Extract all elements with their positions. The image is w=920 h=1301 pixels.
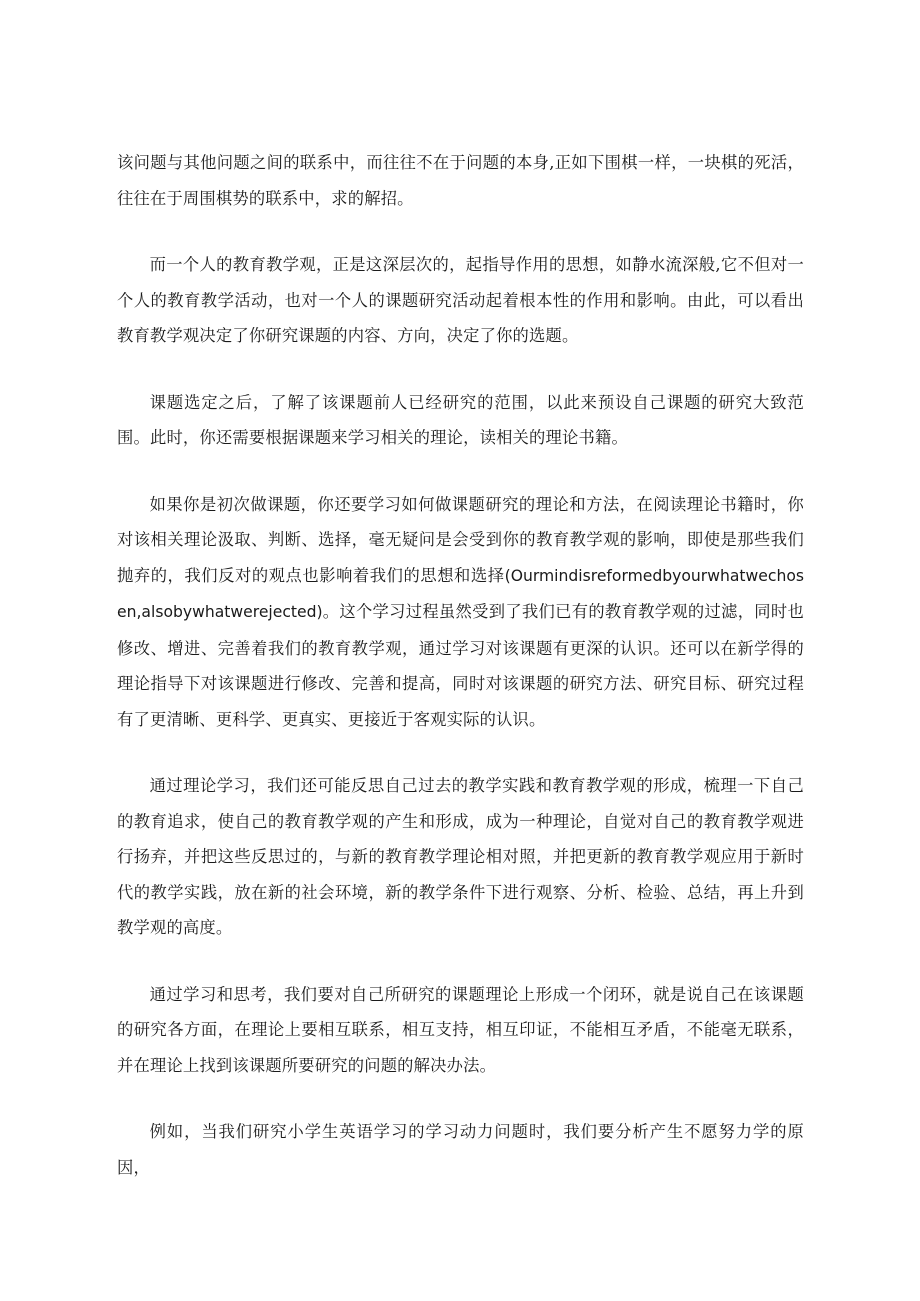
paragraph-4-english-quote: (Ourmindisreformedbyourwhatwechosen,alsobywhatwerejected) (117, 566, 804, 621)
paragraph-4-text-before: 如果你是初次做课题，你还要学习如何做课题研究的理论和方法，在阅读理论书籍时，你对该相关理论汲取、判断、选择，毫无疑问是会受到你的教育教学观的影响，即使是那些我们抛弃的，我们反对的观点也影响着我们的思想和选择 (117, 494, 804, 585)
paragraph-6: 通过学习和思考，我们要对自己所研究的课题理论上形成一个闭环，就是说自己在该课题的研究各方面，在理论上要相互联系，相互支持，相互印证，不能相互矛盾，不能毫无联系，并在理论上找到该课题所要研究的问题的解决办法。 (117, 984, 804, 1075)
paragraph-4 (117, 487, 804, 738)
paragraph-7: 例如，当我们研究小学生英语学习的学习动力问题时，我们要分析产生不愿努力学的原因， (117, 1122, 804, 1177)
document-page (117, 145, 804, 1216)
paragraph-5: 通过理论学习，我们还可能反思自己过去的教学实践和教育教学观的形成，梳理一下自己的教育追求，使自己的教育教学观的产生和形成，成为一种理论，自觉对自己的教育教学观进行扬弃，并把这些反思过的，与新的教育教学理论相对照，并把更新的教育教学观应用于新时代的教学实践，放在新的社会环境，新的教学条件下进行观察、分析、检验、总结，再上升到教学观的高度。 (117, 776, 804, 937)
paragraph-3: 课题选定之后，了解了该课题前人已经研究的范围，以此来预设自己课题的研究大致范围。此时，你还需要根据课题来学习相关的理论，读相关的理论书籍。 (117, 392, 804, 447)
paragraph-4-text-after: 。这个学习过程虽然受到了我们已有的教育教学观的过滤，同时也修改、增进、完善着我们的教育教学观，通过学习对该课题有更深的认识。还可以在新学得的理论指导下对该课题进行修改、完善和提高，同时对该课题的研究方法、研究目标、研究过程有了更清晰、更科学、更真实、更接近于客观实际的认识。 (117, 602, 804, 729)
paragraph-1: 该问题与其他问题之间的联系中，而往往不在于问题的本身,正如下围棋一样，一块棋的死活，往往在于周围棋势的联系中，求的解招。 (117, 153, 804, 208)
paragraph-2: 而一个人的教育教学观，正是这深层次的，起指导作用的思想，如静水流深般,它不但对一个人的教育教学活动，也对一个人的课题研究活动起着根本性的作用和影响。由此，可以看出教育教学观决定了你研究课题的内容、方向，决定了你的选题。 (117, 255, 804, 345)
